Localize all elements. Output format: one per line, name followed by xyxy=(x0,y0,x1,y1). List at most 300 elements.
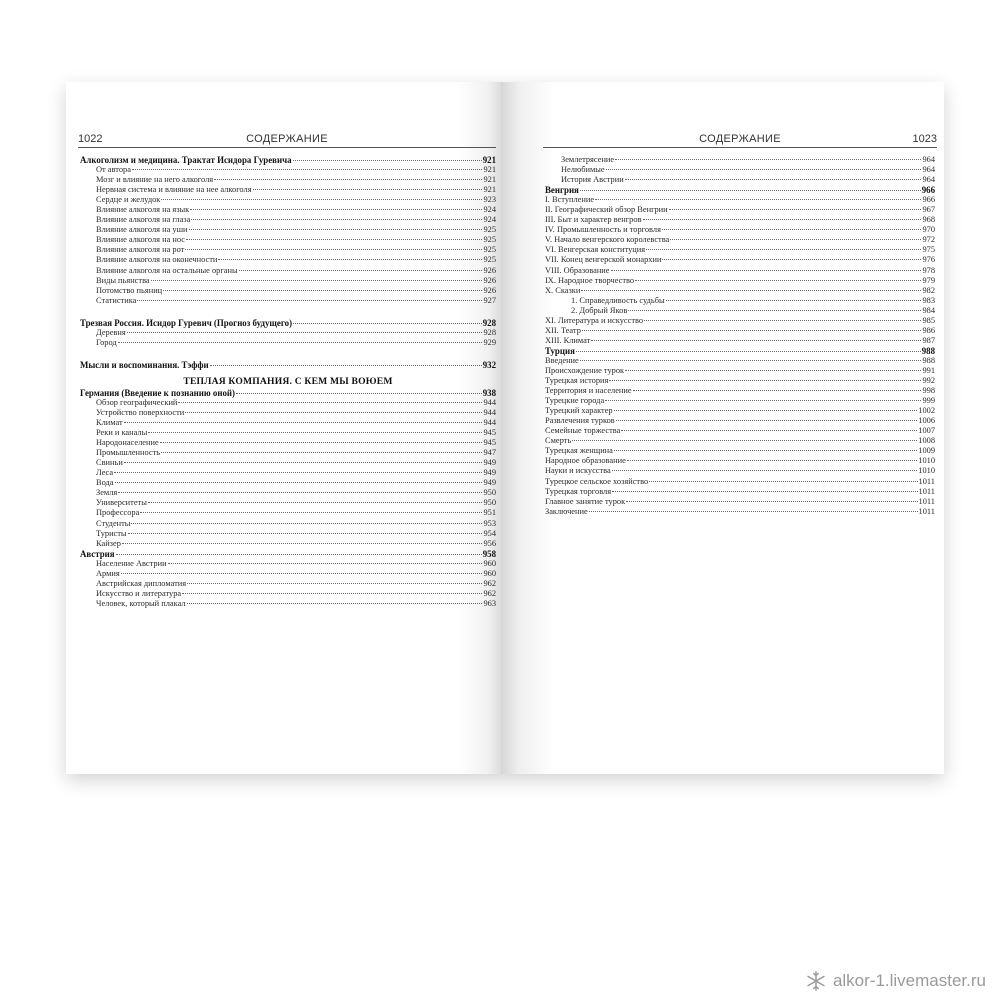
toc-entry-title: Население Австрии xyxy=(96,558,167,568)
toc-entry-title: Заключение xyxy=(545,506,588,516)
toc-entry xyxy=(545,276,935,286)
toc-entry-page: 970 xyxy=(922,225,935,235)
toc-entry-page: 1006 xyxy=(918,416,935,426)
toc-entry-page: 921 xyxy=(483,175,496,185)
toc-entry-title: Науки и искусства xyxy=(545,466,611,476)
toc-entry xyxy=(80,225,496,235)
toc-entry-page: 991 xyxy=(922,365,935,375)
toc-entry-page: 1011 xyxy=(918,496,935,506)
toc-entry-page: 927 xyxy=(483,295,496,305)
toc-entry-title: Турецкие города xyxy=(545,396,605,406)
toc-entry xyxy=(545,507,935,517)
toc-entry xyxy=(80,245,496,255)
toc-entry-title: Сердце и желудок xyxy=(96,195,161,205)
toc-dot-leader xyxy=(127,332,483,333)
toc-entry-page: 998 xyxy=(922,386,935,396)
right-running-title: СОДЕРЖАНИЕ xyxy=(699,133,781,145)
toc-entry-page: 966 xyxy=(921,185,935,196)
toc-entry-title: Семейные торжества xyxy=(545,426,621,436)
toc-entry xyxy=(80,529,496,539)
toc-entry-page: 964 xyxy=(922,175,935,185)
toc-entry xyxy=(80,488,496,498)
toc-entry-title: V. Начало венгерского королевства xyxy=(545,235,670,245)
toc-entry-page: 926 xyxy=(483,275,496,285)
left-running-head xyxy=(78,133,496,149)
toc-dot-leader xyxy=(606,169,922,170)
toc-dot-leader xyxy=(609,380,921,381)
toc-entry-page: 968 xyxy=(922,215,935,225)
toc-entry-title: Реки и каналы xyxy=(96,428,148,438)
toc-entry-title: Турецкая торговля xyxy=(545,486,612,496)
toc-entry-title: От автора xyxy=(96,165,131,175)
toc-dot-leader xyxy=(148,502,483,503)
toc-entry-title: Университеты xyxy=(96,498,147,508)
toc-entry xyxy=(80,408,496,418)
toc-dot-leader xyxy=(185,249,482,250)
toc-dot-leader xyxy=(646,249,921,250)
watermark-text: alkor-1.livemaster.ru xyxy=(832,971,986,990)
toc-entry-title: XI. Литература и искусство xyxy=(545,315,644,325)
toc-section-entry xyxy=(80,549,496,559)
toc-dot-leader xyxy=(616,420,917,421)
left-running-title: СОДЕРЖАНИЕ xyxy=(246,133,328,145)
toc-dot-leader xyxy=(186,239,482,240)
toc-dot-leader xyxy=(614,410,918,411)
toc-entry-title: VIII. Образование xyxy=(545,265,610,275)
toc-entry xyxy=(545,245,935,255)
toc-entry-title: IV. Промышленность и торговля xyxy=(545,225,661,235)
toc-entry xyxy=(80,579,496,589)
toc-dot-leader xyxy=(115,482,483,483)
toc-entry-title: XIII. Климат xyxy=(545,335,591,345)
toc-entry-page: 921 xyxy=(483,165,496,175)
toc-entry-title: Германия (Введение к познанию оной) xyxy=(80,387,235,398)
toc-dot-leader xyxy=(611,270,922,271)
toc-entry-title: Турецкое сельское хозяйство xyxy=(545,476,649,486)
toc-entry-page: 949 xyxy=(483,468,496,478)
toc-entry-title: Турция xyxy=(545,345,575,356)
toc-entry-title: Устройство поверхности xyxy=(96,407,185,417)
toc-entry-title: II. Географический обзор Венгрии xyxy=(545,205,668,215)
toc-dot-leader xyxy=(662,229,922,230)
toc-entry-page: 979 xyxy=(922,275,935,285)
toc-dot-leader xyxy=(582,330,922,331)
toc-entry-page: 978 xyxy=(922,265,935,275)
toc-entry xyxy=(80,338,496,348)
toc-entry xyxy=(80,458,496,468)
toc-entry-page: 972 xyxy=(922,235,935,245)
toc-entry xyxy=(545,326,935,336)
toc-entry xyxy=(80,165,496,175)
toc-entry xyxy=(545,416,935,426)
toc-dot-leader xyxy=(191,219,482,220)
toc-entry-page: 924 xyxy=(483,205,496,215)
toc-entry-page: 983 xyxy=(922,295,935,305)
toc-dot-leader xyxy=(163,290,482,291)
toc-entry-title: XII. Театр xyxy=(545,325,581,335)
toc-entry xyxy=(545,165,935,175)
toc-entry-page: 1011 xyxy=(918,506,935,516)
toc-entry-title: Обзор географический xyxy=(96,397,178,407)
right-page xyxy=(501,82,944,774)
toc-dot-leader xyxy=(572,440,917,441)
toc-entry-title: Турецкий характер xyxy=(545,406,613,416)
toc-entry-page: 964 xyxy=(922,165,935,175)
toc-entry-title: История Австрии xyxy=(561,175,624,185)
toc-entry xyxy=(80,539,496,549)
toc-entry-title: Потомство пьяниц xyxy=(96,285,163,295)
toc-dot-leader xyxy=(210,365,482,366)
toc-entry-title: I. Вступление xyxy=(545,195,595,205)
toc-dot-leader xyxy=(666,300,922,301)
toc-entry-title: Мысли и воспоминания. Тэффи xyxy=(80,359,209,370)
toc-entry-page: 964 xyxy=(922,155,935,164)
toc-entry-title: Город xyxy=(96,337,117,347)
toc-dot-leader xyxy=(187,583,482,584)
toc-entry-title: Земля xyxy=(96,488,118,498)
toc-dot-leader xyxy=(670,239,921,240)
toc-dot-leader xyxy=(131,523,482,524)
toc-entry-title: Народное образование xyxy=(545,456,626,466)
toc-entry-page: 962 xyxy=(483,588,496,598)
toc-entry-page: 999 xyxy=(922,396,935,406)
toc-entry xyxy=(80,569,496,579)
toc-entry xyxy=(80,195,496,205)
toc-dot-leader xyxy=(132,169,483,170)
toc-entry xyxy=(80,448,496,458)
toc-entry-page: 949 xyxy=(483,458,496,468)
toc-dot-leader xyxy=(121,573,483,574)
toc-entry-page: 1009 xyxy=(918,446,935,456)
toc-dot-leader xyxy=(137,300,482,301)
toc-entry-title: Человек, который плакал xyxy=(96,598,186,608)
toc-entry xyxy=(80,589,496,599)
toc-entry xyxy=(80,478,496,488)
toc-entry-title: Венгрия xyxy=(545,185,579,196)
right-running-head xyxy=(543,133,937,149)
toc-entry-title: Виды пьянства xyxy=(96,275,150,285)
toc-entry-page: 984 xyxy=(922,305,935,315)
toc-entry xyxy=(545,336,935,346)
toc-entry-title: Мозг и влияние на него алкоголя xyxy=(96,175,214,185)
left-page-number: 1022 xyxy=(78,133,103,145)
toc-entry-title: Австрия xyxy=(80,548,115,559)
toc-entry-page: 929 xyxy=(483,337,496,347)
toc-entry-title: Турецкая история xyxy=(545,376,609,386)
toc-entry-title: Нервная система и влияние на нее алкоголя xyxy=(96,185,252,195)
toc-entry-page: 945 xyxy=(483,428,496,438)
toc-spacer xyxy=(80,306,496,318)
right-header-rule xyxy=(543,147,937,148)
toc-entry xyxy=(545,456,935,466)
toc-entry xyxy=(80,235,496,245)
toc-spacer xyxy=(80,348,496,360)
toc-entry-page: 951 xyxy=(483,508,496,518)
toc-dot-leader xyxy=(669,209,922,210)
toc-entry-page: 947 xyxy=(483,448,496,458)
toc-dot-leader xyxy=(293,323,482,324)
toc-entry xyxy=(80,296,496,306)
right-page-number: 1023 xyxy=(912,133,937,145)
toc-dot-leader xyxy=(118,342,483,343)
toc-entry xyxy=(545,497,935,507)
toc-entry xyxy=(80,418,496,428)
toc-entry-page: 967 xyxy=(922,205,935,215)
toc-entry-page: 982 xyxy=(922,285,935,295)
toc-entry-title: Алкоголизм и медицина. Трактат Исидора Гуревича xyxy=(80,155,292,165)
toc-entry-title: Армия xyxy=(96,568,120,578)
toc-dot-leader xyxy=(148,432,482,433)
toc-entry-page: 988 xyxy=(921,345,935,356)
toc-entry-title: Промышленность xyxy=(96,448,161,458)
toc-entry-page: 988 xyxy=(922,355,935,365)
toc-dot-leader xyxy=(168,563,483,564)
toc-entry xyxy=(545,426,935,436)
toc-dot-leader xyxy=(114,472,482,473)
toc-entry xyxy=(80,519,496,529)
toc-dot-leader xyxy=(580,190,921,191)
toc-entry xyxy=(545,356,935,366)
toc-entry xyxy=(80,398,496,408)
toc-dot-leader xyxy=(187,603,483,604)
toc-dot-leader xyxy=(627,460,917,461)
toc-entry-page: 987 xyxy=(922,335,935,345)
toc-entry-page: 921 xyxy=(482,155,496,165)
toc-dot-leader xyxy=(128,533,483,534)
toc-entry-page: 944 xyxy=(483,397,496,407)
toc-entry xyxy=(545,406,935,416)
toc-part-heading: ТЕПЛАЯ КОМПАНИЯ. С КЕМ МЫ ВОЮЕМ xyxy=(183,375,393,387)
toc-dot-leader xyxy=(626,501,917,502)
toc-entry xyxy=(80,205,496,215)
toc-dot-leader xyxy=(605,400,921,401)
toc-entry xyxy=(545,225,935,235)
toc-entry-title: Профессора xyxy=(96,508,140,518)
toc-entry xyxy=(80,498,496,508)
toc-entry-title: Климат xyxy=(96,418,123,428)
toc-entry xyxy=(80,255,496,265)
toc-entry-page: 949 xyxy=(483,478,496,488)
toc-entry xyxy=(545,487,935,497)
toc-entry-title: 2. Добрый Яков xyxy=(571,305,628,315)
toc-entry-page: 924 xyxy=(483,215,496,225)
toc-dot-leader xyxy=(662,259,921,260)
toc-dot-leader xyxy=(253,189,483,190)
toc-entry-title: Главное занятие турок xyxy=(545,496,626,506)
toc-entry-title: Леса xyxy=(96,468,114,478)
toc-dot-leader xyxy=(190,209,482,210)
toc-entry xyxy=(545,266,935,276)
toc-dot-leader xyxy=(178,402,482,403)
toc-section-entry xyxy=(545,346,935,356)
toc-entry-page: 966 xyxy=(922,195,935,205)
left-toc xyxy=(80,155,496,609)
toc-entry-page: 926 xyxy=(483,265,496,275)
toc-dot-leader xyxy=(580,360,922,361)
toc-entry-page: 1011 xyxy=(918,486,935,496)
toc-entry xyxy=(545,376,935,386)
book-spread xyxy=(66,82,944,774)
toc-entry-page: 956 xyxy=(483,538,496,548)
toc-section-entry xyxy=(80,360,496,370)
toc-entry xyxy=(545,175,935,185)
toc-entry-page: 923 xyxy=(483,195,496,205)
toc-entry xyxy=(80,286,496,296)
toc-entry-title: Смерть xyxy=(545,436,572,446)
toc-dot-leader xyxy=(218,259,482,260)
toc-entry-page: 976 xyxy=(922,255,935,265)
toc-entry-title: Влияние алкоголя на рот xyxy=(96,245,185,255)
toc-entry-page: 985 xyxy=(922,315,935,325)
toc-entry-page: 950 xyxy=(483,488,496,498)
toc-entry-page: 1011 xyxy=(918,476,935,486)
toc-entry xyxy=(80,508,496,518)
toc-entry-page: 945 xyxy=(483,438,496,448)
toc-dot-leader xyxy=(293,160,482,161)
toc-dot-leader xyxy=(116,554,482,555)
toc-dot-leader xyxy=(239,270,483,271)
toc-entry-page: 1002 xyxy=(918,406,935,416)
toc-dot-leader xyxy=(612,491,917,492)
toc-entry-page: 975 xyxy=(922,245,935,255)
toc-entry-page: 925 xyxy=(483,225,496,235)
toc-entry-title: X. Сказки xyxy=(545,285,581,295)
toc-entry xyxy=(80,215,496,225)
toc-dot-leader xyxy=(615,159,921,160)
toc-entry xyxy=(545,195,935,205)
toc-dot-leader xyxy=(625,370,921,371)
toc-entry-title: Свиньи xyxy=(96,458,123,468)
toc-entry-title: Введение xyxy=(545,355,579,365)
toc-entry xyxy=(80,328,496,338)
toc-entry-title: Влияние алкоголя на остальные органы xyxy=(96,265,238,275)
toc-entry-page: 962 xyxy=(483,578,496,588)
toc-dot-leader xyxy=(140,512,482,513)
toc-entry-title: Туристы xyxy=(96,528,127,538)
toc-entry-page: 928 xyxy=(482,317,496,328)
toc-entry xyxy=(80,428,496,438)
toc-section-entry xyxy=(80,155,496,165)
toc-entry-page: 950 xyxy=(483,498,496,508)
toc-dot-leader xyxy=(124,462,483,463)
toc-entry-page: 992 xyxy=(922,376,935,386)
toc-entry xyxy=(545,396,935,406)
toc-entry xyxy=(80,175,496,185)
toc-section-entry xyxy=(80,388,496,398)
toc-section-entry xyxy=(80,318,496,328)
toc-entry-title: Деревня xyxy=(96,327,126,337)
toc-dot-leader xyxy=(161,452,482,453)
toc-entry-page: 986 xyxy=(922,325,935,335)
toc-dot-leader xyxy=(161,199,482,200)
toc-entry-page: 928 xyxy=(483,327,496,337)
toc-entry-title: Студенты xyxy=(96,518,131,528)
toc-entry-title: Трезвая Россия. Исидор Гуревич (Прогноз будущего) xyxy=(80,317,293,328)
toc-entry-title: Вода xyxy=(96,478,114,488)
toc-entry-title: Искусство и литература xyxy=(96,588,182,598)
toc-entry xyxy=(545,477,935,487)
toc-entry-page: 1008 xyxy=(918,436,935,446)
toc-entry-title: Австрийская дипломатия xyxy=(96,578,187,588)
toc-dot-leader xyxy=(118,492,482,493)
right-toc xyxy=(545,155,935,517)
toc-dot-leader xyxy=(595,199,921,200)
watermark xyxy=(805,970,986,992)
toc-dot-leader xyxy=(614,450,917,451)
toc-dot-leader xyxy=(185,412,482,413)
snowflake-logo-icon xyxy=(805,970,827,992)
toc-entry xyxy=(545,205,935,215)
toc-dot-leader xyxy=(189,229,483,230)
toc-entry-title: Влияние алкоголя на язык xyxy=(96,205,190,215)
toc-entry xyxy=(545,235,935,245)
toc-entry-title: VI. Венгерская конституция xyxy=(545,245,646,255)
toc-entry-page: 953 xyxy=(483,518,496,528)
toc-dot-leader xyxy=(591,340,921,341)
toc-section-entry xyxy=(545,185,935,195)
toc-dot-leader xyxy=(628,310,921,311)
toc-entry-title: IX. Народное творчество xyxy=(545,275,635,285)
toc-entry xyxy=(80,559,496,569)
toc-dot-leader xyxy=(612,470,918,471)
toc-entry xyxy=(545,286,935,296)
toc-entry xyxy=(545,306,935,316)
toc-entry-title: Происхождение турок xyxy=(545,365,625,375)
toc-entry-page: 1010 xyxy=(918,466,935,476)
toc-entry-title: III. Быт и характер венгров xyxy=(545,215,642,225)
toc-entry-page: 925 xyxy=(483,245,496,255)
toc-entry-page: 938 xyxy=(482,387,496,398)
toc-entry-title: Влияние алкоголя на оконечности xyxy=(96,255,218,265)
toc-entry-title: Кайзер xyxy=(96,538,121,548)
toc-dot-leader xyxy=(182,593,482,594)
toc-entry xyxy=(545,316,935,326)
toc-entry-page: 921 xyxy=(483,185,496,195)
toc-entry-page: 954 xyxy=(483,528,496,538)
toc-entry xyxy=(545,366,935,376)
toc-entry-title: Развлечения турков xyxy=(545,416,615,426)
toc-entry xyxy=(80,468,496,478)
toc-entry-page: 960 xyxy=(483,558,496,568)
toc-entry-title: Влияние алкоголя на глаза xyxy=(96,215,191,225)
toc-entry xyxy=(545,255,935,265)
toc-entry xyxy=(545,155,935,165)
toc-dot-leader xyxy=(649,481,917,482)
toc-entry xyxy=(80,438,496,448)
toc-dot-leader xyxy=(576,351,921,352)
toc-entry-title: Влияние алкоголя на уши xyxy=(96,225,188,235)
toc-entry-page: 1007 xyxy=(918,426,935,436)
toc-entry-title: Нелюбимые xyxy=(561,165,605,175)
toc-entry xyxy=(80,266,496,276)
toc-entry xyxy=(545,436,935,446)
toc-dot-leader xyxy=(625,179,922,180)
toc-entry-title: Территория и население xyxy=(545,386,632,396)
toc-dot-leader xyxy=(124,422,483,423)
toc-entry-title: Влияние алкоголя на нос xyxy=(96,235,185,245)
toc-entry-page: 960 xyxy=(483,568,496,578)
toc-entry xyxy=(545,215,935,225)
left-page xyxy=(66,82,501,774)
toc-dot-leader xyxy=(643,219,922,220)
toc-dot-leader xyxy=(581,290,921,291)
toc-entry-title: Народонаселение xyxy=(96,438,159,448)
toc-entry-title: VII. Конец венгерской монархии xyxy=(545,255,662,265)
toc-entry-page: 925 xyxy=(483,235,496,245)
toc-entry xyxy=(545,296,935,306)
toc-dot-leader xyxy=(122,543,483,544)
toc-entry-page: 963 xyxy=(483,598,496,608)
